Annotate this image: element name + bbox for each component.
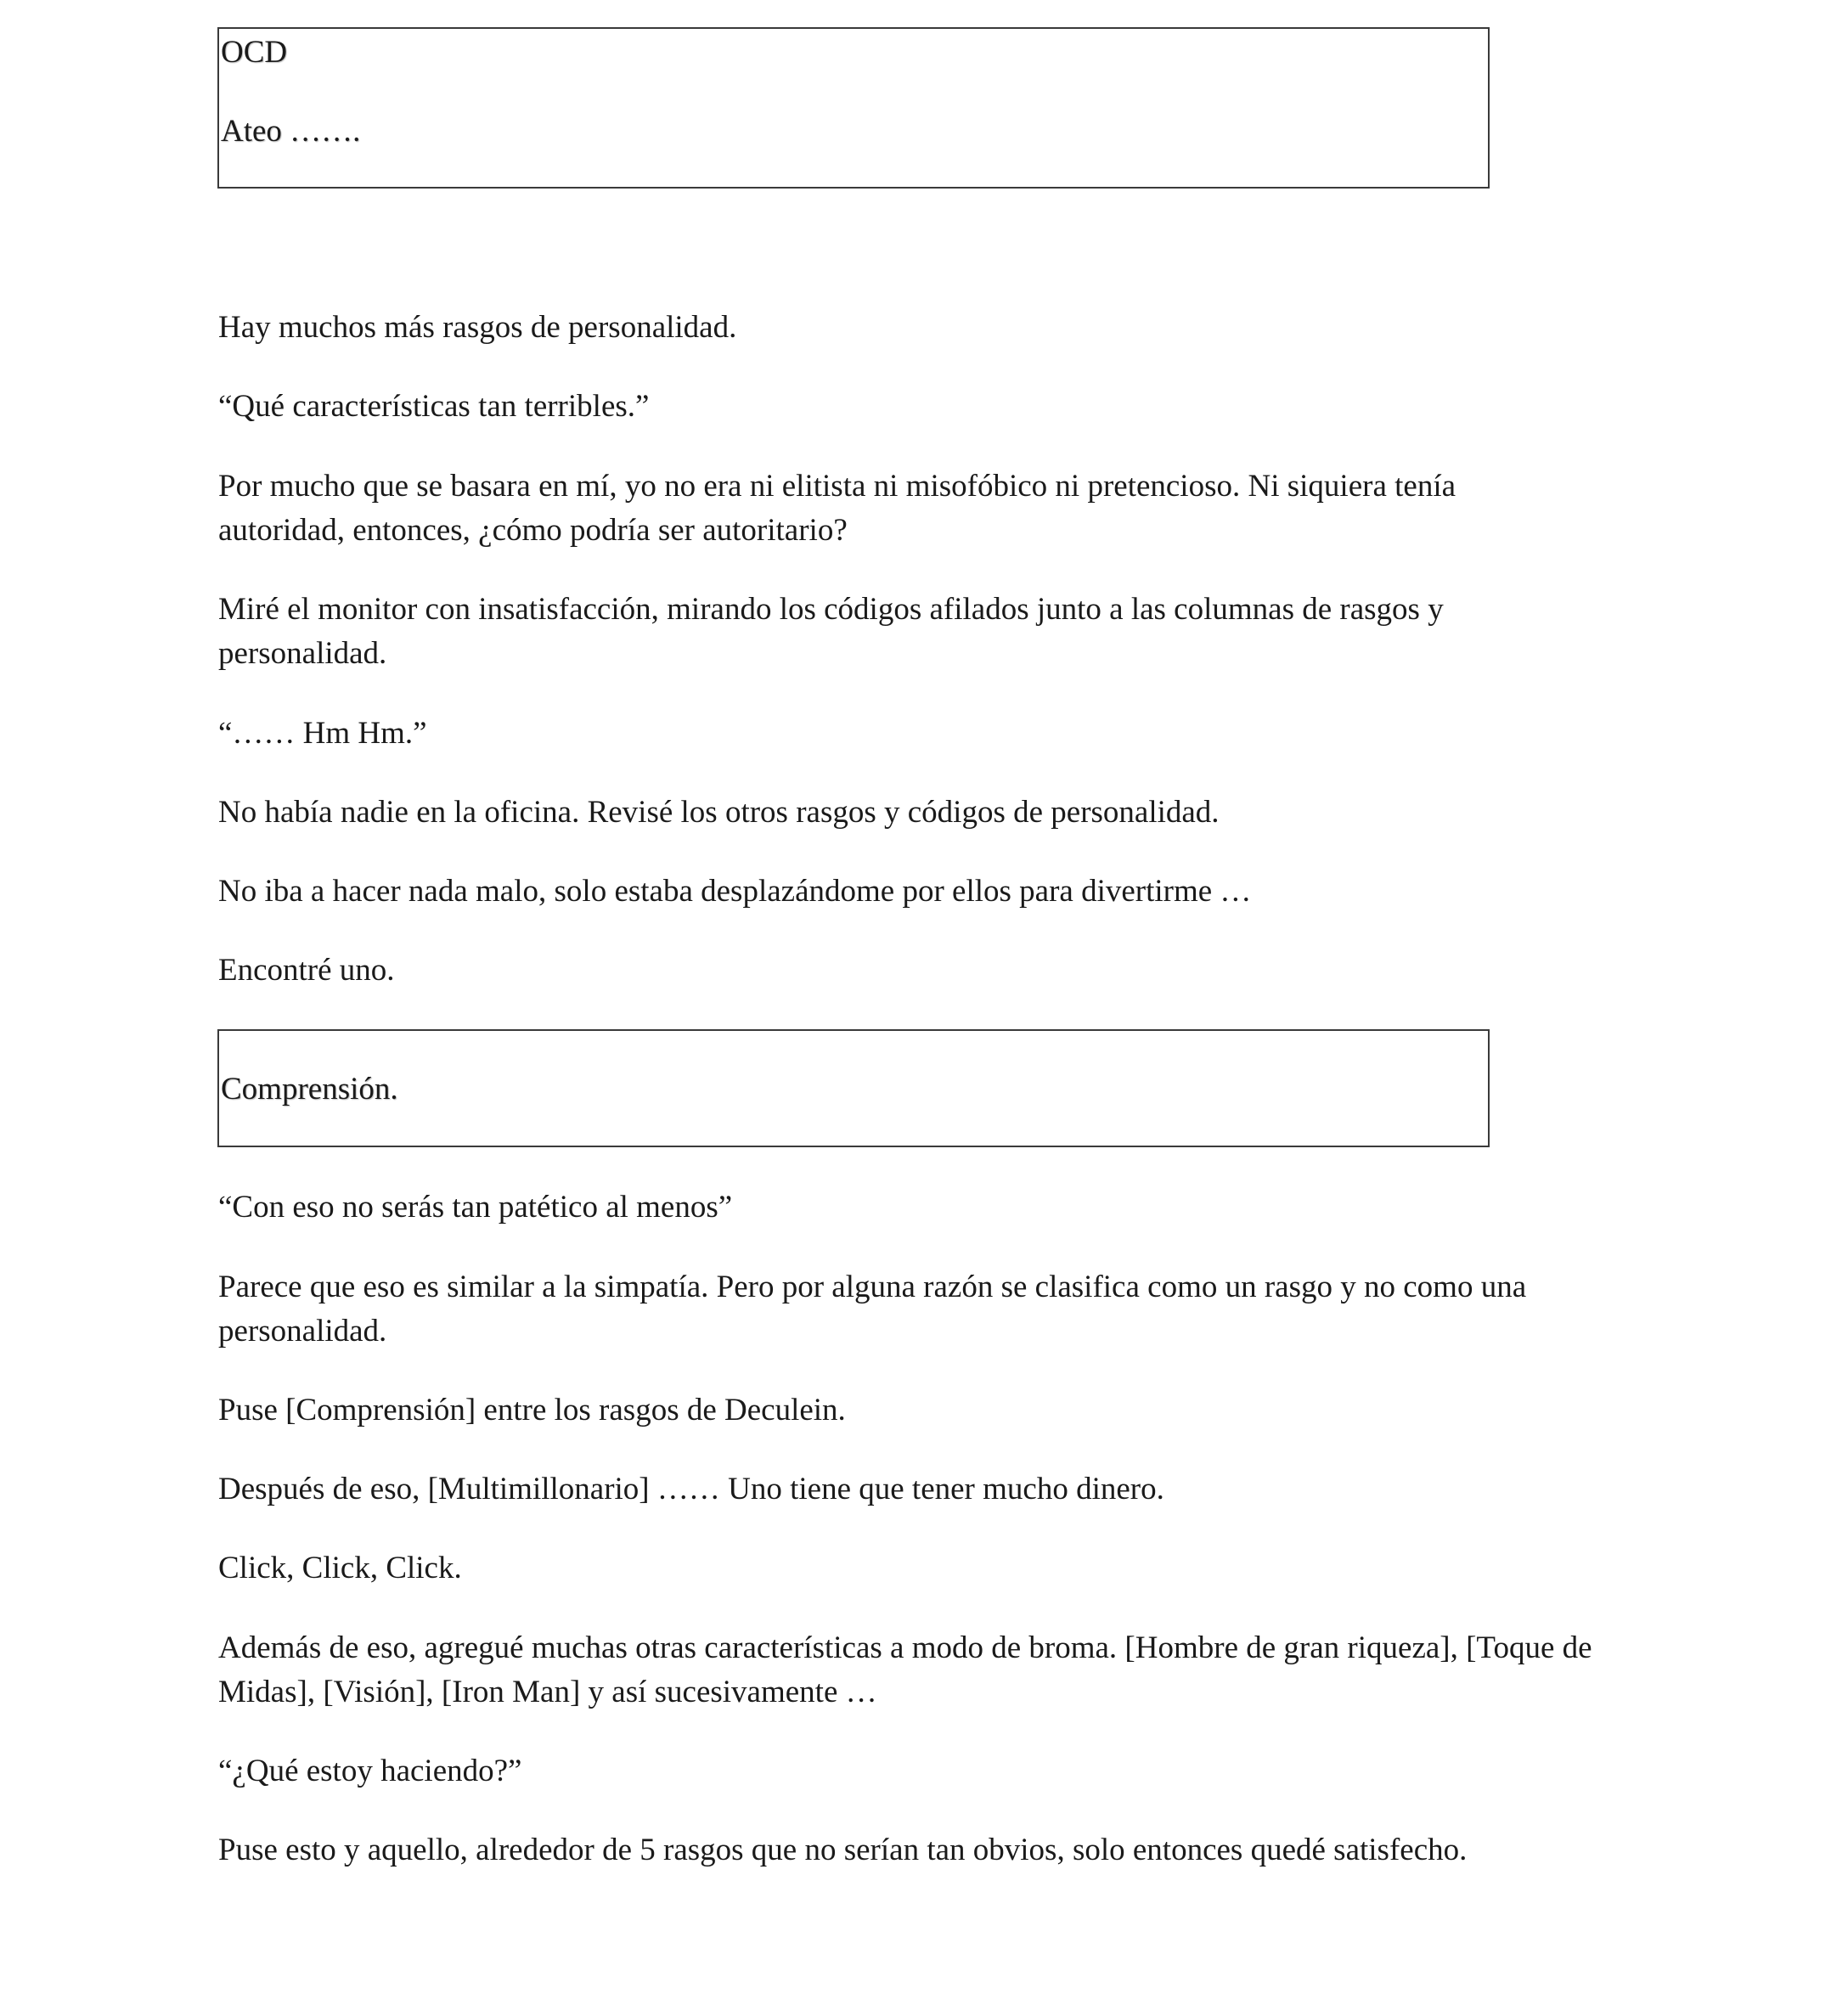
paragraph: Click, Click, Click. <box>218 1551 462 1585</box>
trait-ocd: OCD <box>221 35 288 70</box>
paragraph: Encontré uno. <box>218 953 395 988</box>
paragraph: Puse [Comprensión] entre los rasgos de Deculein. <box>218 1393 846 1427</box>
paragraph: Hay muchos más rasgos de personalidad. <box>218 310 737 345</box>
paragraph: “…… Hm Hm.” <box>218 716 427 751</box>
paragraph: Puse esto y aquello, alrededor de 5 rasgos que no serían tan obvios, solo entonces quedé satisfecho. <box>218 1833 1468 1867</box>
trait-ateo: Ateo ……. <box>221 114 361 149</box>
trait-box-ocd-ateo <box>217 27 1490 189</box>
paragraph: Después de eso, [Multimillonario] …… Uno tiene que tener mucho dinero. <box>218 1472 1164 1506</box>
paragraph: “Con eso no serás tan patético al menos” <box>218 1190 733 1225</box>
paragraph: No iba a hacer nada malo, solo estaba desplazándome por ellos para divertirme … <box>218 874 1252 909</box>
trait-comprension: Comprensión. <box>221 1072 398 1106</box>
paragraph: No había nadie en la oficina. Revisé los otros rasgos y códigos de personalidad. <box>218 795 1220 830</box>
paragraph: Miré el monitor con insatisfacción, mirando los códigos afilados junto a las columnas de rasgos y personalidad. <box>218 592 1444 671</box>
paragraph: Parece que eso es similar a la simpatía. Pero por alguna razón se clasifica como un rasgo y no como una personalidad. <box>218 1270 1527 1349</box>
paragraph: “Qué características tan terribles.” <box>218 389 650 424</box>
paragraph: Además de eso, agregué muchas otras características a modo de broma. [Hombre de gran riqueza], [Toque de Midas], [Visión], [Iron Man] y así sucesivamente … <box>218 1630 1592 1709</box>
paragraph: Por mucho que se basara en mí, yo no era ni elitista ni misofóbico ni pretencioso. Ni siquiera tenía autoridad, entonces, ¿cómo podría ser autoritario? <box>218 469 1456 548</box>
trait-box-comprension <box>217 1029 1490 1147</box>
paragraph: “¿Qué estoy haciendo?” <box>218 1754 522 1788</box>
